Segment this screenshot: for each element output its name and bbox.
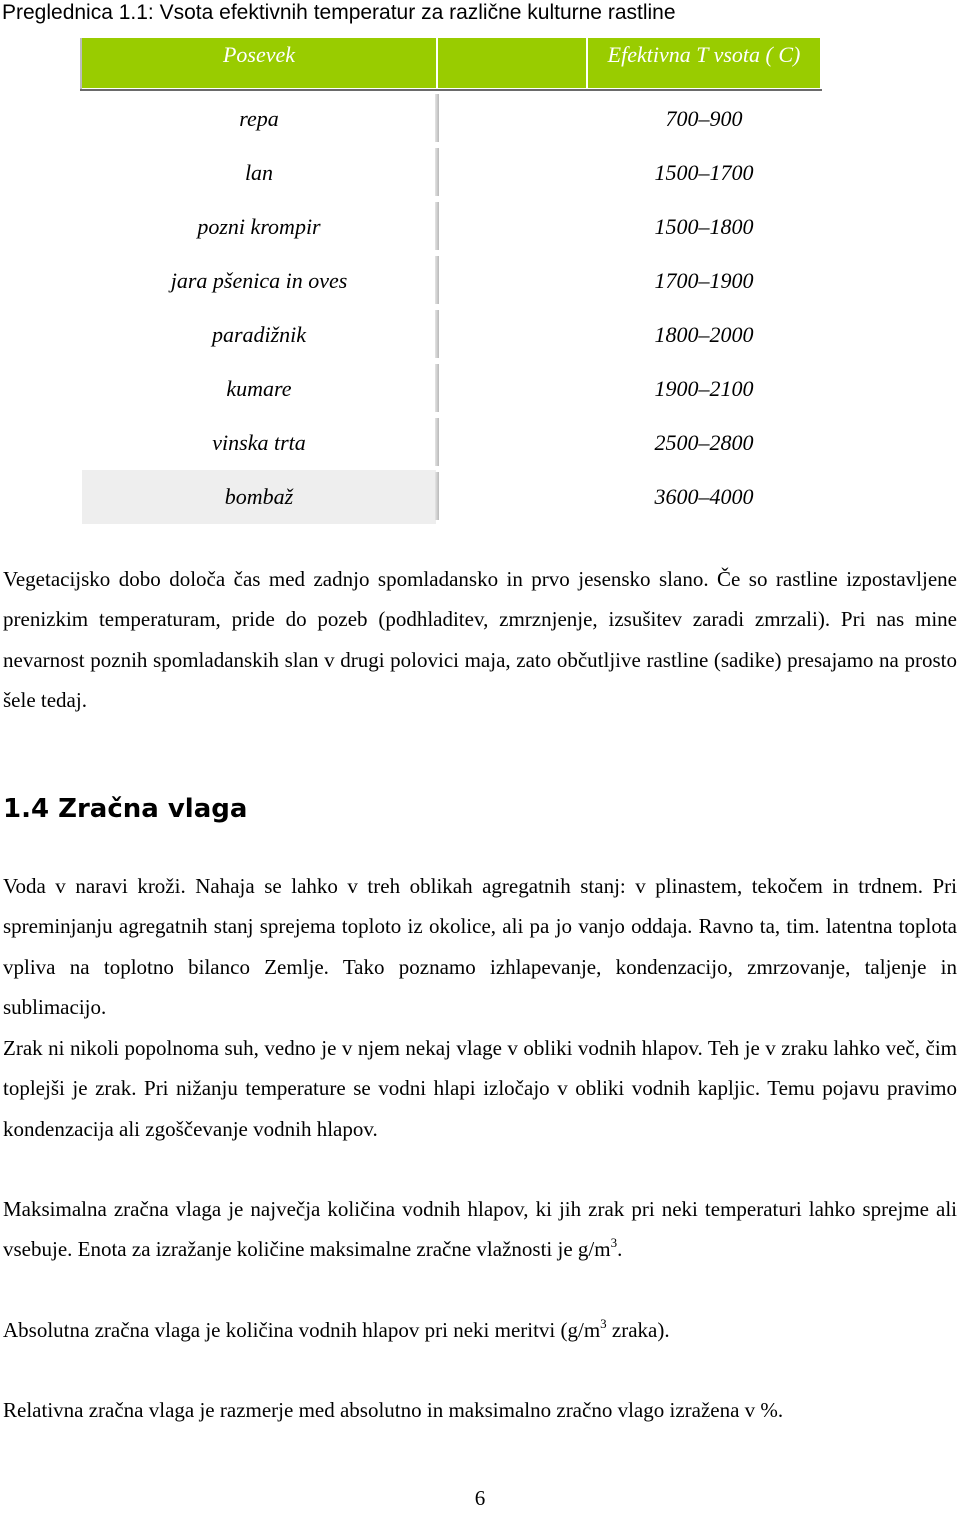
column-divider: [435, 256, 439, 304]
paragraph-maximum-humidity: [3, 1189, 957, 1270]
temperature-sum-cell: 1900–2100: [654, 376, 754, 401]
absolute-humidity-end: zraka).: [606, 1318, 670, 1342]
temperature-sum-cell: 700–900: [665, 106, 743, 131]
temperature-sum-cell: 1800–2000: [654, 322, 754, 347]
paragraph-relative-humidity: Relativna zračna vlaga je razmerje med absolutno in maksimalno zračno vlago izražena v %.: [3, 1398, 784, 1422]
table-row: [80, 308, 822, 362]
crop-cell: jara pšenica in oves: [170, 268, 348, 293]
maximum-humidity-text: Maksimalna zračna vlaga je največja količina vodnih hlapov, ki jih zrak pri neki temperaturi lahko sprejme ali vsebuje. Enota za izražanje količine maksimalne zračne vlažnosti je g/m: [3, 1197, 957, 1262]
table-row: [80, 146, 822, 200]
temperature-sum-cell: 1700–1900: [654, 268, 754, 293]
table-row: [80, 254, 822, 308]
table-row: [80, 92, 822, 146]
crop-cell: lan: [244, 160, 274, 185]
temperature-sum-cell: 3600–4000: [654, 484, 754, 509]
column-divider: [435, 310, 439, 358]
column-divider: [435, 148, 439, 196]
paragraph-condensation: Zrak ni nikoli popolnoma suh, vedno je v njem nekaj vlage v obliki vodnih hlapov. Teh je v zraku lahko več, čim toplejši je zrak. Pri nižanju temperature se vodni hlapi izločajo v obliki vodnih kapljic. Temu pojavu pravimo kondenzacija ali zgoščevanje vodnih hlapov.: [3, 1036, 957, 1141]
section-heading: 1.4 Zračna vlaga: [3, 794, 248, 824]
maximum-humidity-end: .: [617, 1237, 623, 1262]
temperature-sum-cell: 1500–1700: [654, 160, 754, 185]
unit-superscript: 3: [600, 1316, 607, 1331]
absolute-humidity-text: Absolutna zračna vlaga je količina vodnih hlapov pri neki meritvi (g/m: [3, 1318, 601, 1342]
paragraph-absolute-humidity: [3, 1310, 957, 1350]
paragraph-water-cycle: Voda v naravi kroži. Nahaja se lahko v treh oblikah agregatnih stanj: v plinastem, tekočem in trdnem. Pri spreminjanju agregatnih stanj sprejema toploto iz okolice, ali pa jo vanjo oddaja. Ravno ta, tim. latentna toplota vpliva na toplotno bilanco Zemlje. Tako poznamo izhlapevanje, kondenzacijo, zmrzovanje, taljenje in sublimacijo.: [3, 874, 957, 1019]
crop-cell: repa: [239, 106, 279, 131]
column-divider: [435, 94, 439, 142]
table-header: [80, 38, 822, 91]
temperature-sum-cell: 2500–2800: [654, 430, 754, 455]
unit-superscript: 3: [610, 1235, 618, 1251]
table-row: [80, 362, 822, 416]
crop-cell: bombaž: [82, 470, 436, 524]
column-divider: [435, 202, 439, 250]
crop-cell: kumare: [226, 376, 292, 401]
page-number: 6: [474, 1486, 486, 1510]
header-crop: Posevek: [82, 38, 436, 88]
paragraph-vegetation-period: Vegetacijsko dobo določa čas med zadnjo spomladansko in prvo jesensko slano. Če so rastline izpostavljene prenizkim temperaturam, pride do pozeb (podhladitev, zmrznjenje, izsušitev zaradi zmrzali). Pri nas mine nevarnost poznih spomladanskih slan v drugi polovici maja, zato občutljive rastline (sadike) presajamo na prosto šele tedaj.: [3, 567, 957, 712]
temperature-sum-cell: 1500–1800: [654, 214, 754, 239]
crop-cell: vinska trta: [212, 430, 306, 455]
column-divider: [435, 364, 439, 412]
header-temperature-sum: Efektivna T vsota ( C): [588, 38, 820, 88]
column-divider: [435, 472, 439, 520]
table-row: [80, 200, 822, 254]
crop-cell: paradižnik: [211, 322, 307, 347]
column-divider: [435, 418, 439, 466]
table-caption: Preglednica 1.1: Vsota efektivnih temperatur za različne kulturne rastline: [2, 1, 676, 24]
table-row: [80, 416, 822, 470]
header-spacer: [438, 38, 586, 88]
header-rule: [80, 89, 822, 91]
crop-cell: pozni krompir: [197, 214, 321, 239]
table-row: [80, 470, 822, 524]
